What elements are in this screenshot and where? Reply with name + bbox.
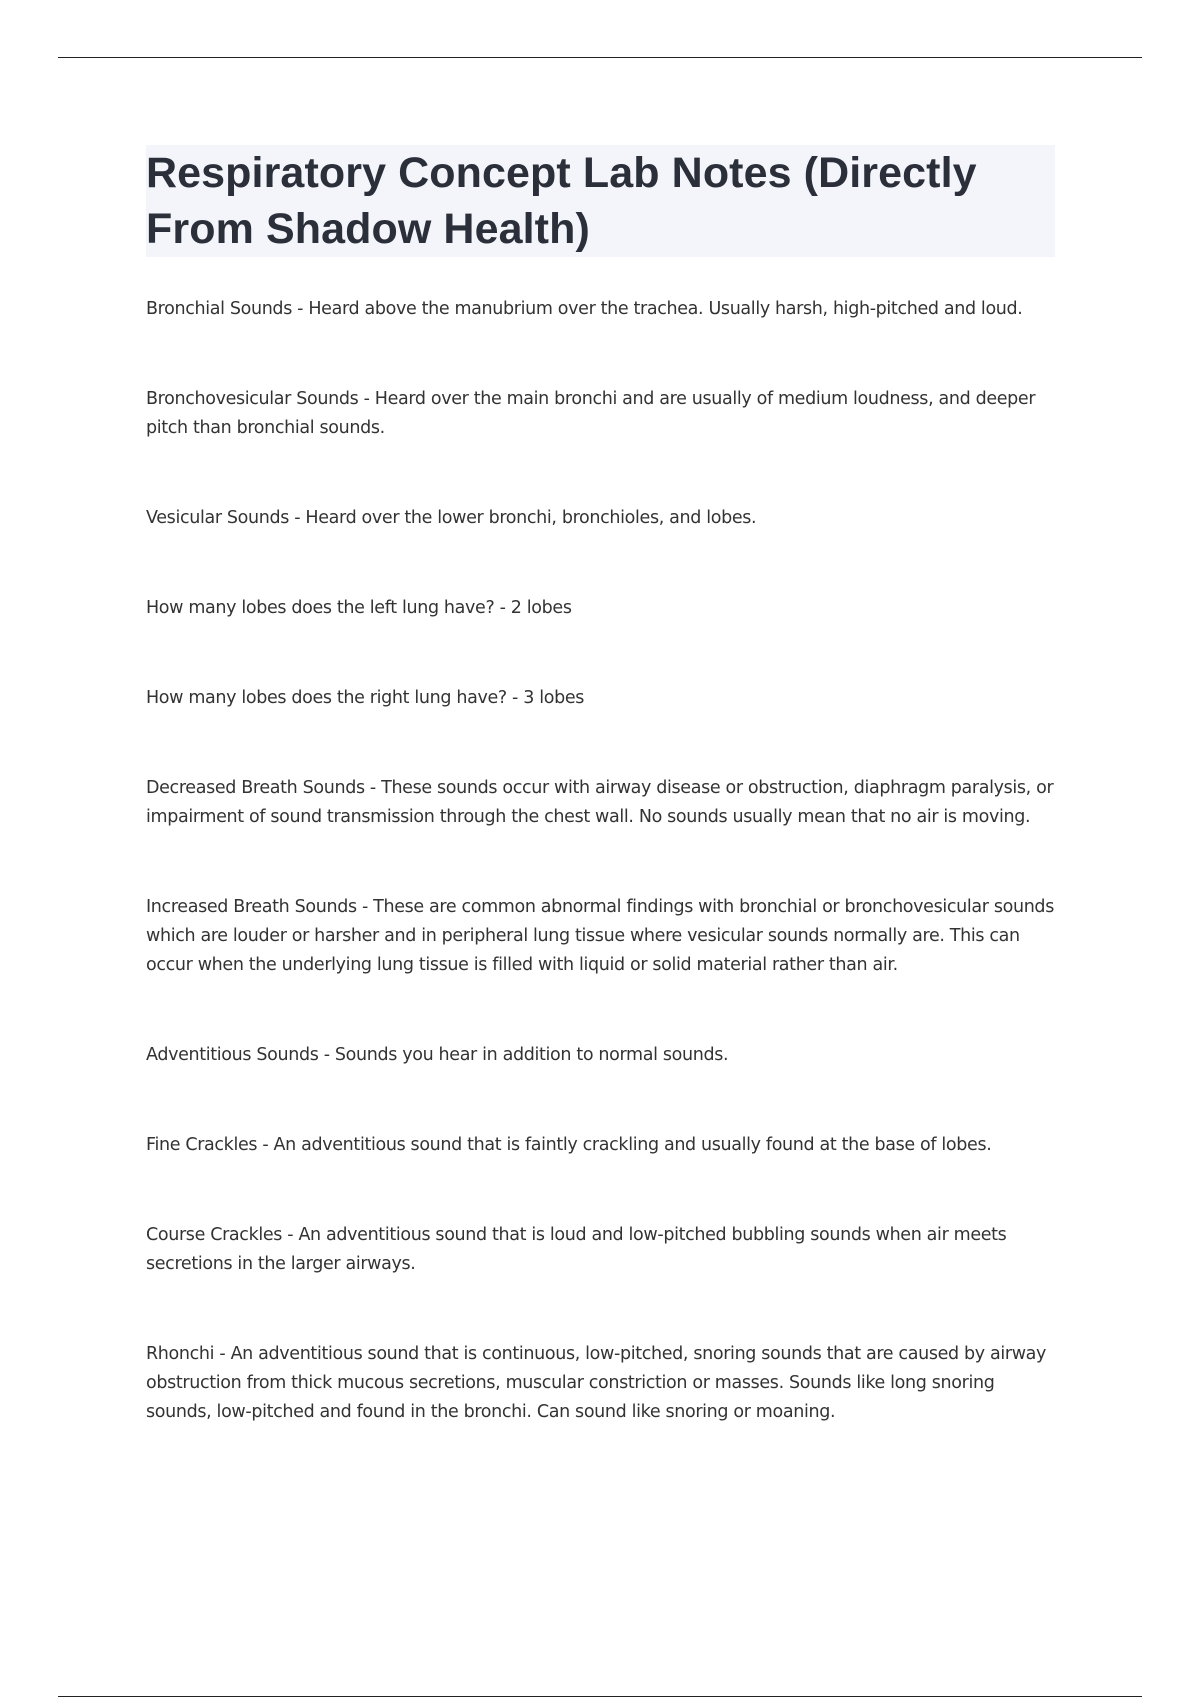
bottom-rule	[58, 1696, 1142, 1697]
note-left-lung-lobes: How many lobes does the left lung have? - 2 lobes	[146, 598, 572, 618]
note-course-crackles: Course Crackles - An adventitious sound that is loud and low-pitched bubbling sounds when air meets secretions in the larger airways.	[146, 1225, 1007, 1274]
note-adventitious-sounds: Adventitious Sounds - Sounds you hear in addition to normal sounds.	[146, 1045, 729, 1065]
note-bronchovesicular-sounds: Bronchovesicular Sounds - Heard over the main bronchi and are usually of medium loudness, and deeper pitch than bronchial sounds.	[146, 389, 1036, 438]
top-rule	[58, 57, 1142, 58]
note-decreased-breath-sounds: Decreased Breath Sounds - These sounds occur with airway disease or obstruction, diaphragm paralysis, or impairment of sound transmission through the chest wall. No sounds usually mean that no air is moving.	[146, 778, 1054, 827]
note-rhonchi: Rhonchi - An adventitious sound that is continuous, low-pitched, snoring sounds that are caused by airway obstruction from thick mucous secretions, muscular constriction or masses. Sounds like long snoring sounds, low-pitched and found in the bronchi. Can sound like snoring or moaning.	[146, 1344, 1047, 1422]
notes-list	[146, 295, 1055, 1427]
note-right-lung-lobes: How many lobes does the right lung have? - 3 lobes	[146, 688, 585, 708]
note-vesicular-sounds: Vesicular Sounds - Heard over the lower bronchi, bronchioles, and lobes.	[146, 508, 757, 528]
document-title: Respiratory Concept Lab Notes (Directly From Shadow Health)	[146, 149, 977, 253]
note-increased-breath-sounds: Increased Breath Sounds - These are common abnormal findings with bronchial or bronchovesicular sounds which are louder or harsher and in peripheral lung tissue where vesicular sounds normally are. This can occur when the underlying lung tissue is filled with liquid or solid material rather than air.	[146, 897, 1054, 975]
note-bronchial-sounds: Bronchial Sounds - Heard above the manubrium over the trachea. Usually harsh, high-pitched and loud.	[146, 299, 1023, 319]
document-body	[146, 145, 1055, 1427]
note-fine-crackles: Fine Crackles - An adventitious sound that is faintly crackling and usually found at the base of lobes.	[146, 1135, 992, 1155]
title-block	[146, 145, 1055, 257]
